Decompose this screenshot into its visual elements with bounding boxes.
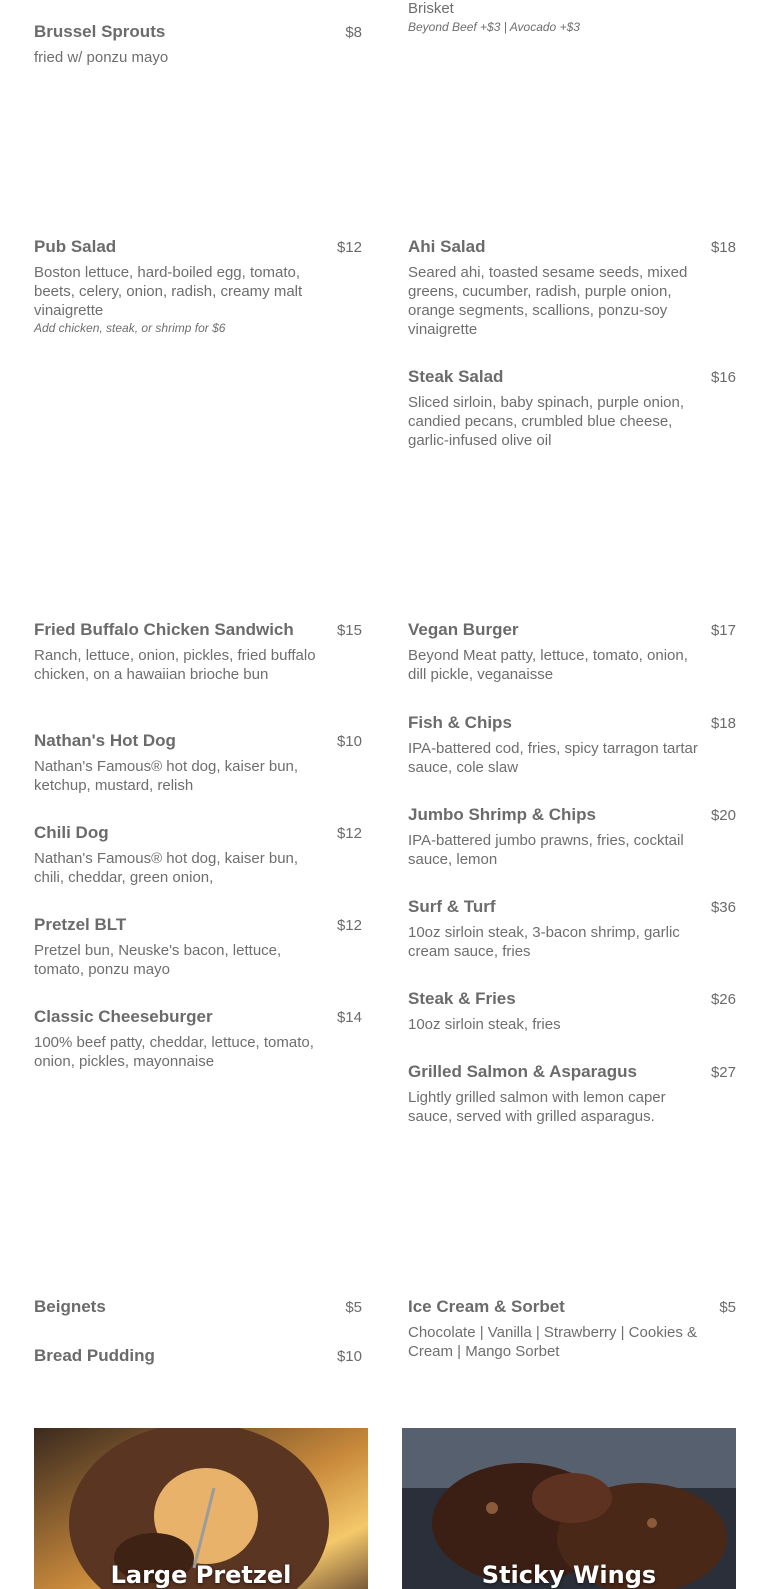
item-price: $5 <box>719 1299 736 1316</box>
tile-caption: Sticky Wings <box>481 1561 657 1589</box>
item-description: IPA-battered cod, fries, spicy tarragon tartar sauce, cole slaw <box>408 740 698 776</box>
item-name: Pub Salad <box>34 237 117 256</box>
item-description: 100% beef patty, cheddar, lettuce, tomato, onion, pickles, mayonnaise <box>34 1034 314 1070</box>
promo-tile-large-pretzel[interactable] <box>34 1428 368 1589</box>
menu-item-bread-pudding <box>34 1346 362 1366</box>
item-name: Jumbo Shrimp & Chips <box>408 805 596 824</box>
item-price: $26 <box>710 991 736 1008</box>
menu-item-buffalo-sandwich <box>34 620 362 684</box>
item-name: Steak & Fries <box>408 989 516 1008</box>
item-price: $27 <box>710 1064 736 1081</box>
menu-item-jumbo-shrimp <box>408 805 736 869</box>
item-name: Fish & Chips <box>408 713 512 732</box>
item-price: $10 <box>336 1348 362 1365</box>
item-description: 10oz sirloin steak, 3-bacon shrimp, garlic cream sauce, fries <box>408 924 680 960</box>
item-name: Vegan Burger <box>408 620 519 639</box>
item-name: Bread Pudding <box>34 1346 155 1365</box>
item-price: $14 <box>336 1009 362 1026</box>
item-price: $20 <box>710 807 736 824</box>
item-description: Nathan's Famous® hot dog, kaiser bun, ketchup, mustard, relish <box>34 758 299 794</box>
menu-item-brussel-sprouts <box>34 22 362 67</box>
menu-item-classic-cheeseburger <box>34 1007 362 1071</box>
menu-item-fragment <box>408 0 580 34</box>
item-name: Grilled Salmon & Asparagus <box>408 1062 637 1081</box>
item-description: Lightly grilled salmon with lemon caper sauce, served with grilled asparagus. <box>408 1089 666 1125</box>
item-name: Fried Buffalo Chicken Sandwich <box>34 620 294 639</box>
menu-item-pub-salad <box>34 237 362 335</box>
item-name: Nathan's Hot Dog <box>34 731 176 750</box>
menu-item-fish-chips <box>408 713 736 777</box>
item-price: $15 <box>336 622 362 639</box>
item-price: $8 <box>345 24 362 41</box>
item-price: $10 <box>336 733 362 750</box>
menu-item-grilled-salmon <box>408 1062 736 1126</box>
item-description: Pretzel bun, Neuske's bacon, lettuce, tomato, ponzu mayo <box>34 942 282 978</box>
item-description: Chocolate | Vanilla | Strawberry | Cookies & Cream | Mango Sorbet <box>408 1324 698 1360</box>
item-description: Nathan's Famous® hot dog, kaiser bun, chili, cheddar, green onion, <box>34 850 299 886</box>
menu-item-steak-fries <box>408 989 736 1034</box>
menu-item-beignets <box>34 1297 362 1317</box>
promo-tile-sticky-wings[interactable] <box>402 1428 736 1589</box>
item-name: Ahi Salad <box>408 237 486 256</box>
item-name: Steak Salad <box>408 367 504 386</box>
item-note: Beyond Beef +$3 | Avocado +$3 <box>408 20 580 34</box>
item-price: $12 <box>336 239 362 256</box>
item-description: Boston lettuce, hard-boiled egg, tomato, beets, celery, onion, radish, creamy malt vinaigrette <box>34 264 303 319</box>
item-price: $18 <box>710 239 736 256</box>
item-price: $16 <box>710 369 736 386</box>
item-note: Add chicken, steak, or shrimp for $6 <box>34 321 226 335</box>
item-description: Sliced sirloin, baby spinach, purple onion, candied pecans, crumbled blue cheese, garlic-infused olive oil <box>408 394 684 449</box>
item-description: Brisket <box>408 0 454 17</box>
menu-item-vegan-burger <box>408 620 736 684</box>
item-description: Beyond Meat patty, lettuce, tomato, onion, dill pickle, veganaisse <box>408 647 688 683</box>
tile-caption: Large Pretzel <box>110 1561 292 1589</box>
item-name: Surf & Turf <box>408 897 496 916</box>
item-price: $5 <box>345 1299 362 1316</box>
menu-item-surf-turf <box>408 897 736 961</box>
item-name: Brussel Sprouts <box>34 22 166 41</box>
item-name: Chili Dog <box>34 823 109 842</box>
item-name: Ice Cream & Sorbet <box>408 1297 565 1316</box>
menu-item-steak-salad <box>408 367 736 450</box>
item-name: Classic Cheeseburger <box>34 1007 213 1026</box>
item-description: IPA-battered jumbo prawns, fries, cocktail sauce, lemon <box>408 832 684 868</box>
item-price: $12 <box>336 917 362 934</box>
item-description: Ranch, lettuce, onion, pickles, fried buffalo chicken, on a hawaiian brioche bun <box>34 647 316 683</box>
item-price: $18 <box>710 715 736 732</box>
item-price: $17 <box>710 622 736 639</box>
item-description: fried w/ ponzu mayo <box>34 49 169 66</box>
item-name: Beignets <box>34 1297 106 1316</box>
menu-item-chili-dog <box>34 823 362 887</box>
item-price: $36 <box>710 899 736 916</box>
item-price: $12 <box>336 825 362 842</box>
menu-item-nathans-hot-dog <box>34 731 362 795</box>
item-description: Seared ahi, toasted sesame seeds, mixed greens, cucumber, radish, purple onion, orange segments, scallions, ponzu-soy vinaigrette <box>408 264 688 338</box>
menu-item-ahi-salad <box>408 237 736 339</box>
item-name: Pretzel BLT <box>34 915 127 934</box>
menu-item-ice-cream <box>408 1297 736 1361</box>
menu-item-pretzel-blt <box>34 915 362 979</box>
item-description: 10oz sirloin steak, fries <box>408 1016 561 1033</box>
